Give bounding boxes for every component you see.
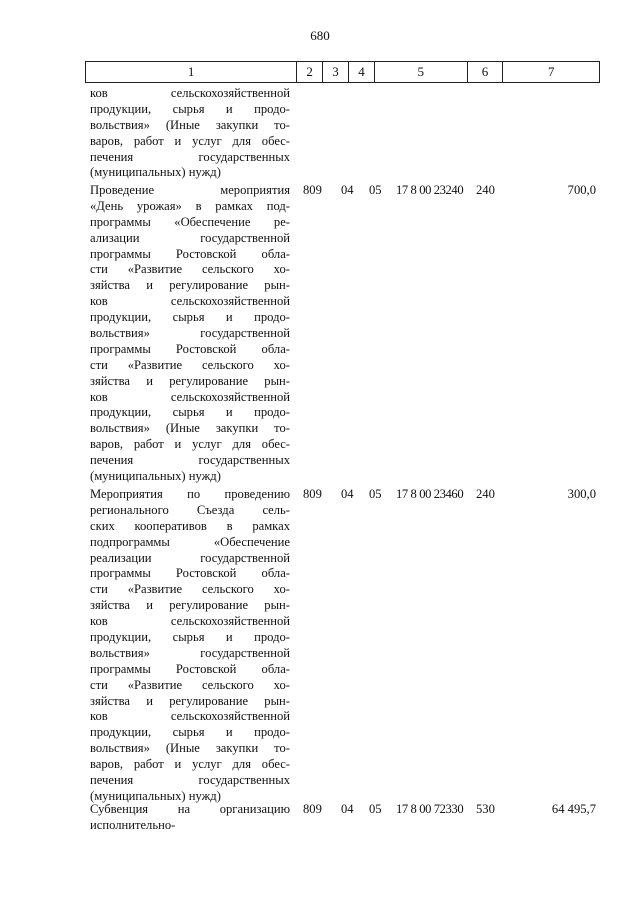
section-code: 04 — [341, 487, 354, 501]
description-line: (муниципальных) нужд) — [90, 788, 221, 803]
description-line: сти «Развитие сельского хо- — [90, 677, 290, 692]
description-line: печения государственных — [90, 453, 290, 468]
header-col-6: 6 — [468, 62, 504, 82]
description-line: программы Ростовской обла- — [90, 246, 290, 261]
description-line: Субвенция на организацию — [90, 802, 290, 816]
description-line: зяйства и регулирование рын- — [90, 278, 290, 293]
description-line: зяйства и регулирование рын- — [90, 693, 290, 708]
row-description — [90, 802, 290, 834]
description-line: печения государственных — [90, 773, 290, 788]
subsection-code: 05 — [369, 183, 382, 197]
description-line: сти «Развитие сельского хо- — [90, 582, 290, 597]
description-line: ков сельскохозяйственной — [90, 294, 290, 309]
admin-code: 809 — [303, 183, 322, 197]
amount-value: 64 495,7 — [551, 802, 596, 816]
description-line: вольствия» государственной — [90, 326, 290, 341]
description-line: программы Ростовской обла- — [90, 341, 290, 356]
description-line: (муниципальных) нужд) — [90, 165, 221, 180]
subsection-code: 05 — [369, 802, 382, 816]
description-line: (муниципальных) нужд) — [90, 469, 221, 484]
description-line: продукции, сырья и продо- — [90, 101, 290, 116]
description-line: вольствия» государственной — [90, 645, 290, 660]
description-line: программы «Обеспечение ре- — [90, 214, 290, 229]
description-line: Проведение мероприятия — [90, 183, 290, 197]
description-line: реализации государственной — [90, 550, 290, 565]
description-line: продукции, сырья и продо- — [90, 405, 290, 420]
description-line: варов, работ и услуг для обес- — [90, 757, 290, 772]
description-line: продукции, сырья и продо- — [90, 725, 290, 740]
description-line: печения государственных — [90, 149, 290, 164]
description-line: программы Ростовской обла- — [90, 566, 290, 581]
description-line: зяйства и регулирование рын- — [90, 598, 290, 613]
header-col-5: 5 — [375, 62, 468, 82]
description-line: ализации государственной — [90, 230, 290, 245]
header-col-1: 1 — [86, 62, 297, 82]
section-code: 04 — [341, 183, 354, 197]
description-line: подпрограммы «Обеспечение — [90, 534, 290, 549]
description-line: сти «Развитие сельского хо- — [90, 357, 290, 372]
description-line: Мероприятия по проведению — [90, 487, 290, 501]
description-line: продукции, сырья и продо- — [90, 630, 290, 645]
description-line: варов, работ и услуг для обес- — [90, 133, 290, 148]
target-article-code: 17 8 00 23460 — [396, 487, 464, 501]
description-line: регионального Съезда сель- — [90, 502, 290, 517]
target-article-code: 17 8 00 23240 — [396, 183, 464, 197]
page-number: 680 — [310, 28, 330, 43]
expense-type-code: 530 — [476, 802, 495, 816]
header-col-3: 3 — [323, 62, 349, 82]
row-description — [90, 183, 290, 485]
description-line: вольствия» (Иные закупки то- — [90, 117, 290, 132]
row-description — [90, 487, 290, 805]
description-line: зяйства и регулирование рын- — [90, 373, 290, 388]
admin-code: 809 — [303, 487, 322, 501]
header-col-7: 7 — [547, 64, 555, 79]
description-line: ков сельскохозяйственной — [90, 389, 290, 404]
admin-code: 809 — [303, 802, 322, 816]
amount-value: 700,0 — [567, 183, 596, 197]
amount-value: 300,0 — [567, 487, 596, 501]
description-line: продукции, сырья и продо- — [90, 310, 290, 325]
description-line: ков сельскохозяйственной — [90, 86, 290, 100]
header-col-4: 4 — [349, 62, 375, 82]
row-description — [90, 86, 290, 181]
description-line: ских кооперативов в рамках — [90, 518, 290, 533]
description-line: ков сельскохозяйственной — [90, 709, 290, 724]
description-line: вольствия» (Иные закупки то- — [90, 741, 290, 756]
description-line: варов, работ и услуг для обес- — [90, 437, 290, 452]
description-line: сти «Развитие сельского хо- — [90, 262, 290, 277]
description-line: «День урожая» в рамках под- — [90, 198, 290, 213]
description-line: исполнительно- — [90, 817, 176, 832]
header-col-2: 2 — [297, 62, 323, 82]
section-code: 04 — [341, 802, 354, 816]
subsection-code: 05 — [369, 487, 382, 501]
description-line: вольствия» (Иные закупки то- — [90, 421, 290, 436]
expense-type-code: 240 — [476, 487, 495, 501]
target-article-code: 17 8 00 72330 — [396, 802, 464, 816]
expense-type-code: 240 — [476, 183, 495, 197]
description-line: программы Ростовской обла- — [90, 661, 290, 676]
table-header — [85, 61, 600, 83]
description-line: ков сельскохозяйственной — [90, 614, 290, 629]
